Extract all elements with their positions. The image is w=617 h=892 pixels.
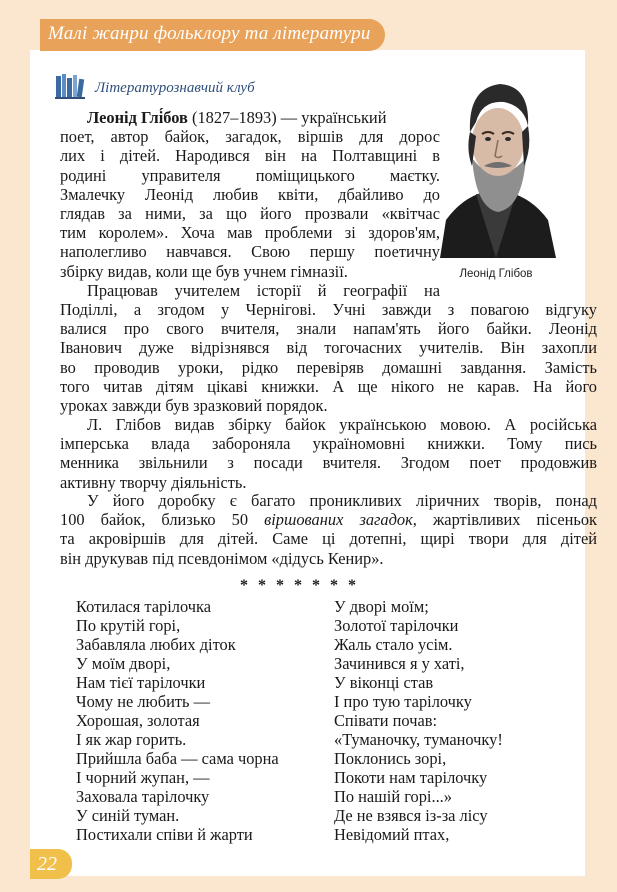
bio-text: 100 байок, близько 50 [60,510,265,530]
bio-line: тим королем». Хоча мав проблеми зі здоров'ям, [60,223,440,243]
poem-line: Чому не любить — [76,692,211,711]
poem-line: Котилася тарілочка [76,597,211,616]
poem-line: Співати почав: [334,711,438,730]
bio-line: та акровіршів для дітей. Саме ці дотепні, щирі твори для дітей [60,529,597,549]
poem-line: У віконці став [334,673,434,692]
bio-line: валися про свого вчителя, знали напам'ять його байки. Леонід [60,319,597,339]
bio-line: глядав за ними, за що його прозвали «квітчас [60,204,440,224]
poem-line: По нашій горі...» [334,787,452,806]
bio-paragraph-3 [60,415,597,492]
poem-line: Жаль стало усім. [334,635,453,654]
bio-line: уроках завжди був зразковий порядок. [60,396,328,416]
bio-line: У його доробку є багато проникливих ліричних творів, понад [87,491,597,510]
bio-paragraph-4 [60,491,597,568]
portrait-image [432,70,560,258]
bio-line: поет, автор байок, загадок, віршів для дорос [60,127,440,147]
bio-line: Іванович дуже відрізнявся від тогочасних учителів. Він захопли [60,338,597,358]
poem-line: Золотої тарілочки [334,616,459,635]
poem-line: У дворі моїм; [334,597,429,616]
poem-line: «Туманочку, туманочку! [334,730,503,749]
poem-line: По крутій горі, [76,616,181,635]
bio-line: Працював учителем історії й географії на [87,280,440,300]
poem-line: У синій туман. [76,806,180,825]
italic-term: віршованих загадок [264,510,413,530]
poem-line: І про тую тарілочку [334,692,472,711]
poem-line: Де не взявся із-за лісу [334,806,488,825]
bio-line: імперська влада забороняла україномовні книжки. Тому пись [60,434,597,454]
page-number: 22 [37,853,57,875]
section-separator: * * * * * * * [240,577,359,594]
poem-line: Невідомий птах, [334,825,450,844]
bio-line: наполегливо навчався. Свою першу поетичну [60,242,440,262]
poem-left-column [76,597,279,844]
poem-line: Зачинився я у хаті, [334,654,465,673]
bio-line [60,510,597,529]
poem-line: І чорний жупан, — [76,768,210,787]
books-icon [55,73,85,99]
bio-paragraph-2 [60,300,597,415]
poem-line: Хорошая, золотая [76,711,200,730]
bio-line: того читав дітям цікаві книжки. А ще нікого не карав. На його [60,376,597,396]
poem-right-column [334,597,503,844]
chapter-title: Малі жанри фольклору та літератури [48,23,371,44]
poem-line: Поклонись зорі, [334,749,447,768]
author-name: Леонід Глі́бов [87,108,188,127]
poem-line: Забавляла любих діток [76,635,236,654]
bio-line: Л. Глібов видав збірку байок українською мовою. А російська [87,415,597,434]
poem-line: Постихали співи й жарти [76,825,253,844]
bio-line: Змалечку Леонід любив квіти, дбайливо до [60,184,440,204]
poem-line: Заховала тарілочку [76,787,210,806]
poem-line: Нам тієї тарілочки [76,673,206,692]
bio-paragraph-1 [60,108,440,300]
bio-line: він друкував під псевдонімом «дідусь Кенир». [60,548,384,568]
poem-line: Прийшла баба — сама чорна [76,749,279,768]
section-title: Літературознавчий клуб [95,80,255,96]
bio-line: менника звільнили з посади вчителя. Згодом поет продовжив [60,453,597,473]
bio-line: родині управителя поміщицького маєтку. [60,165,440,185]
bio-line: (1827–1893) — український [187,108,387,127]
bio-line: Поділлі, а згодом у Чернігові. Учні завжди з повагою відгуку [60,300,597,319]
poem-line: У моїм дворі, [76,654,171,673]
bio-text: , жартівливих пісеньок [412,510,598,530]
bio-line: активну творчу діяльність. [60,472,247,492]
poem-line: Покоти нам тарілочку [334,768,488,787]
bio-line: збірку видав, коли ще був учнем гімназії. [60,261,348,281]
bio-line: лих і дітей. Народився він на Полтавщині в [60,146,440,166]
bio-line: во проводив уроки, рідко перевіряв домашні завдання. Замість [60,357,597,377]
poem-line: І як жар горить. [76,730,187,749]
portrait-caption: Леонід Глібов [459,268,533,280]
